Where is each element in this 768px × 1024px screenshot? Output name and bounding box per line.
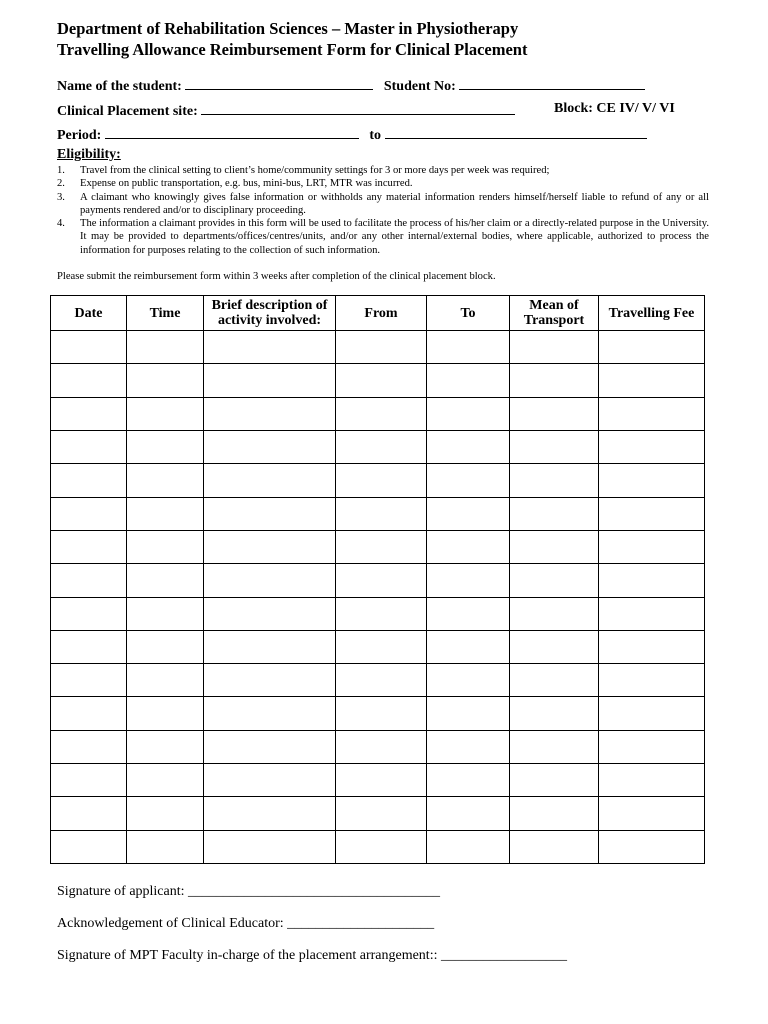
cell-date[interactable] xyxy=(51,830,127,863)
cell-transport[interactable] xyxy=(510,364,599,397)
cell-to[interactable] xyxy=(427,430,510,463)
cell-transport[interactable] xyxy=(510,331,599,364)
cell-description[interactable] xyxy=(204,530,336,563)
table-row xyxy=(51,730,705,763)
cell-fee[interactable] xyxy=(599,697,705,730)
cell-date[interactable] xyxy=(51,430,127,463)
cell-fee[interactable] xyxy=(599,730,705,763)
placement-site-row xyxy=(57,100,515,121)
cell-from[interactable] xyxy=(336,764,427,797)
header-fee: Travelling Fee xyxy=(599,296,705,331)
form-title-department: Department of Rehabilitation Sciences – Master in Physiotherapy xyxy=(57,19,519,38)
cell-transport[interactable] xyxy=(510,730,599,763)
cell-description[interactable] xyxy=(204,464,336,497)
cell-time[interactable] xyxy=(127,331,204,364)
cell-fee[interactable] xyxy=(599,397,705,430)
cell-description[interactable] xyxy=(204,364,336,397)
cell-transport[interactable] xyxy=(510,464,599,497)
cell-fee[interactable] xyxy=(599,630,705,663)
header-description: Brief description of activity involved: xyxy=(204,296,336,331)
cell-from[interactable] xyxy=(336,464,427,497)
cell-date[interactable] xyxy=(51,630,127,663)
cell-description[interactable] xyxy=(204,331,336,364)
cell-time[interactable] xyxy=(127,664,204,697)
cell-transport[interactable] xyxy=(510,597,599,630)
cell-time[interactable] xyxy=(127,697,204,730)
cell-time[interactable] xyxy=(127,464,204,497)
cell-date[interactable] xyxy=(51,664,127,697)
cell-from[interactable] xyxy=(336,630,427,663)
cell-time[interactable] xyxy=(127,364,204,397)
cell-to[interactable] xyxy=(427,697,510,730)
cell-time[interactable] xyxy=(127,497,204,530)
eligibility-item: 1. Travel from the clinical setting to client’s home/community settings for 3 or more days per week was required; xyxy=(57,165,550,176)
table-row xyxy=(51,597,705,630)
cell-date[interactable] xyxy=(51,497,127,530)
period-label: Period: xyxy=(57,128,102,143)
student-no-field[interactable] xyxy=(459,75,645,90)
cell-fee[interactable] xyxy=(599,430,705,463)
cell-to[interactable] xyxy=(427,597,510,630)
cell-to[interactable] xyxy=(427,830,510,863)
cell-from[interactable] xyxy=(336,797,427,830)
cell-transport[interactable] xyxy=(510,430,599,463)
period-start-field[interactable] xyxy=(105,124,359,139)
eligibility-item: 4. The information a claimant provides in this form will be used to facilitate the process of his/her claim or a directly-related purpose in the University. It may be provided to departments/offices/centres/units, and/or any other internal/external bodies, where applicable, authorized to process the information for purposes relating to the collection of such information. xyxy=(57,218,709,256)
cell-description[interactable] xyxy=(204,764,336,797)
applicant-signature-line[interactable]: Signature of applicant: ____________________________________ xyxy=(57,884,441,899)
eligibility-heading: Eligibility: xyxy=(57,147,121,162)
cell-date[interactable] xyxy=(51,464,127,497)
table-row xyxy=(51,464,705,497)
cell-to[interactable] xyxy=(427,331,510,364)
cell-transport[interactable] xyxy=(510,797,599,830)
cell-description[interactable] xyxy=(204,397,336,430)
form-title: Travelling Allowance Reimbursement Form for Clinical Placement xyxy=(57,40,528,59)
cell-description[interactable] xyxy=(204,830,336,863)
cell-date[interactable] xyxy=(51,564,127,597)
table-row xyxy=(51,530,705,563)
cell-to[interactable] xyxy=(427,497,510,530)
table-row xyxy=(51,397,705,430)
cell-transport[interactable] xyxy=(510,664,599,697)
cell-to[interactable] xyxy=(427,630,510,663)
cell-fee[interactable] xyxy=(599,797,705,830)
table-row xyxy=(51,497,705,530)
cell-fee[interactable] xyxy=(599,664,705,697)
table-row xyxy=(51,364,705,397)
cell-to[interactable] xyxy=(427,564,510,597)
cell-transport[interactable] xyxy=(510,697,599,730)
period-row xyxy=(57,124,647,145)
table-header-row xyxy=(51,296,705,331)
cell-description[interactable] xyxy=(204,497,336,530)
cell-fee[interactable] xyxy=(599,364,705,397)
cell-from[interactable] xyxy=(336,597,427,630)
cell-transport[interactable] xyxy=(510,497,599,530)
cell-description[interactable] xyxy=(204,564,336,597)
cell-transport[interactable] xyxy=(510,397,599,430)
student-name-label: Name of the student: xyxy=(57,79,182,94)
cell-date[interactable] xyxy=(51,597,127,630)
period-end-field[interactable] xyxy=(385,124,647,139)
cell-date[interactable] xyxy=(51,797,127,830)
header-time: Time xyxy=(127,296,204,331)
table-row xyxy=(51,564,705,597)
table-row xyxy=(51,830,705,863)
placement-site-field[interactable] xyxy=(201,100,515,115)
header-date: Date xyxy=(51,296,127,331)
cell-description[interactable] xyxy=(204,797,336,830)
submission-note: Please submit the reimbursement form within 3 weeks after completion of the clinical placement block. xyxy=(57,271,496,282)
table-row xyxy=(51,697,705,730)
cell-to[interactable] xyxy=(427,397,510,430)
cell-from[interactable] xyxy=(336,331,427,364)
cell-time[interactable] xyxy=(127,764,204,797)
cell-description[interactable] xyxy=(204,730,336,763)
placement-site-label: Clinical Placement site: xyxy=(57,104,198,119)
table-body xyxy=(51,331,705,864)
educator-acknowledgement-line[interactable]: Acknowledgement of Clinical Educator: _____________________ xyxy=(57,916,435,931)
cell-from[interactable] xyxy=(336,730,427,763)
cell-fee[interactable] xyxy=(599,530,705,563)
header-to: To xyxy=(427,296,510,331)
faculty-signature-line[interactable]: Signature of MPT Faculty in-charge of the placement arrangement:: __________________ xyxy=(57,948,567,963)
cell-from[interactable] xyxy=(336,364,427,397)
cell-to[interactable] xyxy=(427,364,510,397)
cell-to[interactable] xyxy=(427,464,510,497)
cell-time[interactable] xyxy=(127,530,204,563)
cell-fee[interactable] xyxy=(599,597,705,630)
student-name-row xyxy=(57,75,645,96)
cell-date[interactable] xyxy=(51,697,127,730)
cell-transport[interactable] xyxy=(510,830,599,863)
cell-time[interactable] xyxy=(127,630,204,663)
table-row xyxy=(51,797,705,830)
cell-from[interactable] xyxy=(336,530,427,563)
cell-from[interactable] xyxy=(336,830,427,863)
cell-time[interactable] xyxy=(127,830,204,863)
cell-description[interactable] xyxy=(204,430,336,463)
cell-time[interactable] xyxy=(127,797,204,830)
period-to-label: to xyxy=(369,128,381,143)
cell-transport[interactable] xyxy=(510,564,599,597)
cell-fee[interactable] xyxy=(599,331,705,364)
cell-date[interactable] xyxy=(51,364,127,397)
table-row xyxy=(51,764,705,797)
eligibility-item: 2. Expense on public transportation, e.g. bus, mini-bus, LRT, MTR was incurred. xyxy=(57,178,413,190)
cell-to[interactable] xyxy=(427,530,510,563)
cell-date[interactable] xyxy=(51,530,127,563)
cell-fee[interactable] xyxy=(599,564,705,597)
cell-fee[interactable] xyxy=(599,830,705,863)
table-row xyxy=(51,430,705,463)
student-no-label: Student No: xyxy=(383,79,456,94)
cell-time[interactable] xyxy=(127,430,204,463)
cell-date[interactable] xyxy=(51,764,127,797)
cell-time[interactable] xyxy=(127,597,204,630)
cell-fee[interactable] xyxy=(599,764,705,797)
cell-date[interactable] xyxy=(51,331,127,364)
cell-fee[interactable] xyxy=(599,464,705,497)
cell-from[interactable] xyxy=(336,564,427,597)
table-row xyxy=(51,664,705,697)
student-name-field[interactable] xyxy=(185,75,373,90)
cell-from[interactable] xyxy=(336,430,427,463)
header-transport: Mean of Transport xyxy=(510,296,599,331)
cell-transport[interactable] xyxy=(510,530,599,563)
header-from: From xyxy=(336,296,427,331)
cell-description[interactable] xyxy=(204,664,336,697)
cell-from[interactable] xyxy=(336,397,427,430)
cell-from[interactable] xyxy=(336,697,427,730)
eligibility-list xyxy=(57,164,709,257)
cell-date[interactable] xyxy=(51,397,127,430)
cell-date[interactable] xyxy=(51,730,127,763)
cell-to[interactable] xyxy=(427,764,510,797)
table-row xyxy=(51,630,705,663)
cell-transport[interactable] xyxy=(510,630,599,663)
travel-log-table xyxy=(50,295,705,864)
cell-description[interactable] xyxy=(204,597,336,630)
cell-from[interactable] xyxy=(336,664,427,697)
cell-to[interactable] xyxy=(427,730,510,763)
cell-transport[interactable] xyxy=(510,764,599,797)
block-label: Block: CE IV/ V/ VI xyxy=(554,101,675,116)
cell-description[interactable] xyxy=(204,697,336,730)
cell-to[interactable] xyxy=(427,797,510,830)
cell-time[interactable] xyxy=(127,564,204,597)
eligibility-item: 3. A claimant who knowingly gives false information or withholds any material information renders himself/herself liable to refund of any or all payments rendered and/or to disciplinary proceeding. xyxy=(57,191,709,216)
cell-time[interactable] xyxy=(127,397,204,430)
cell-time[interactable] xyxy=(127,730,204,763)
cell-fee[interactable] xyxy=(599,497,705,530)
table-row xyxy=(51,331,705,364)
cell-to[interactable] xyxy=(427,664,510,697)
cell-from[interactable] xyxy=(336,497,427,530)
cell-description[interactable] xyxy=(204,630,336,663)
